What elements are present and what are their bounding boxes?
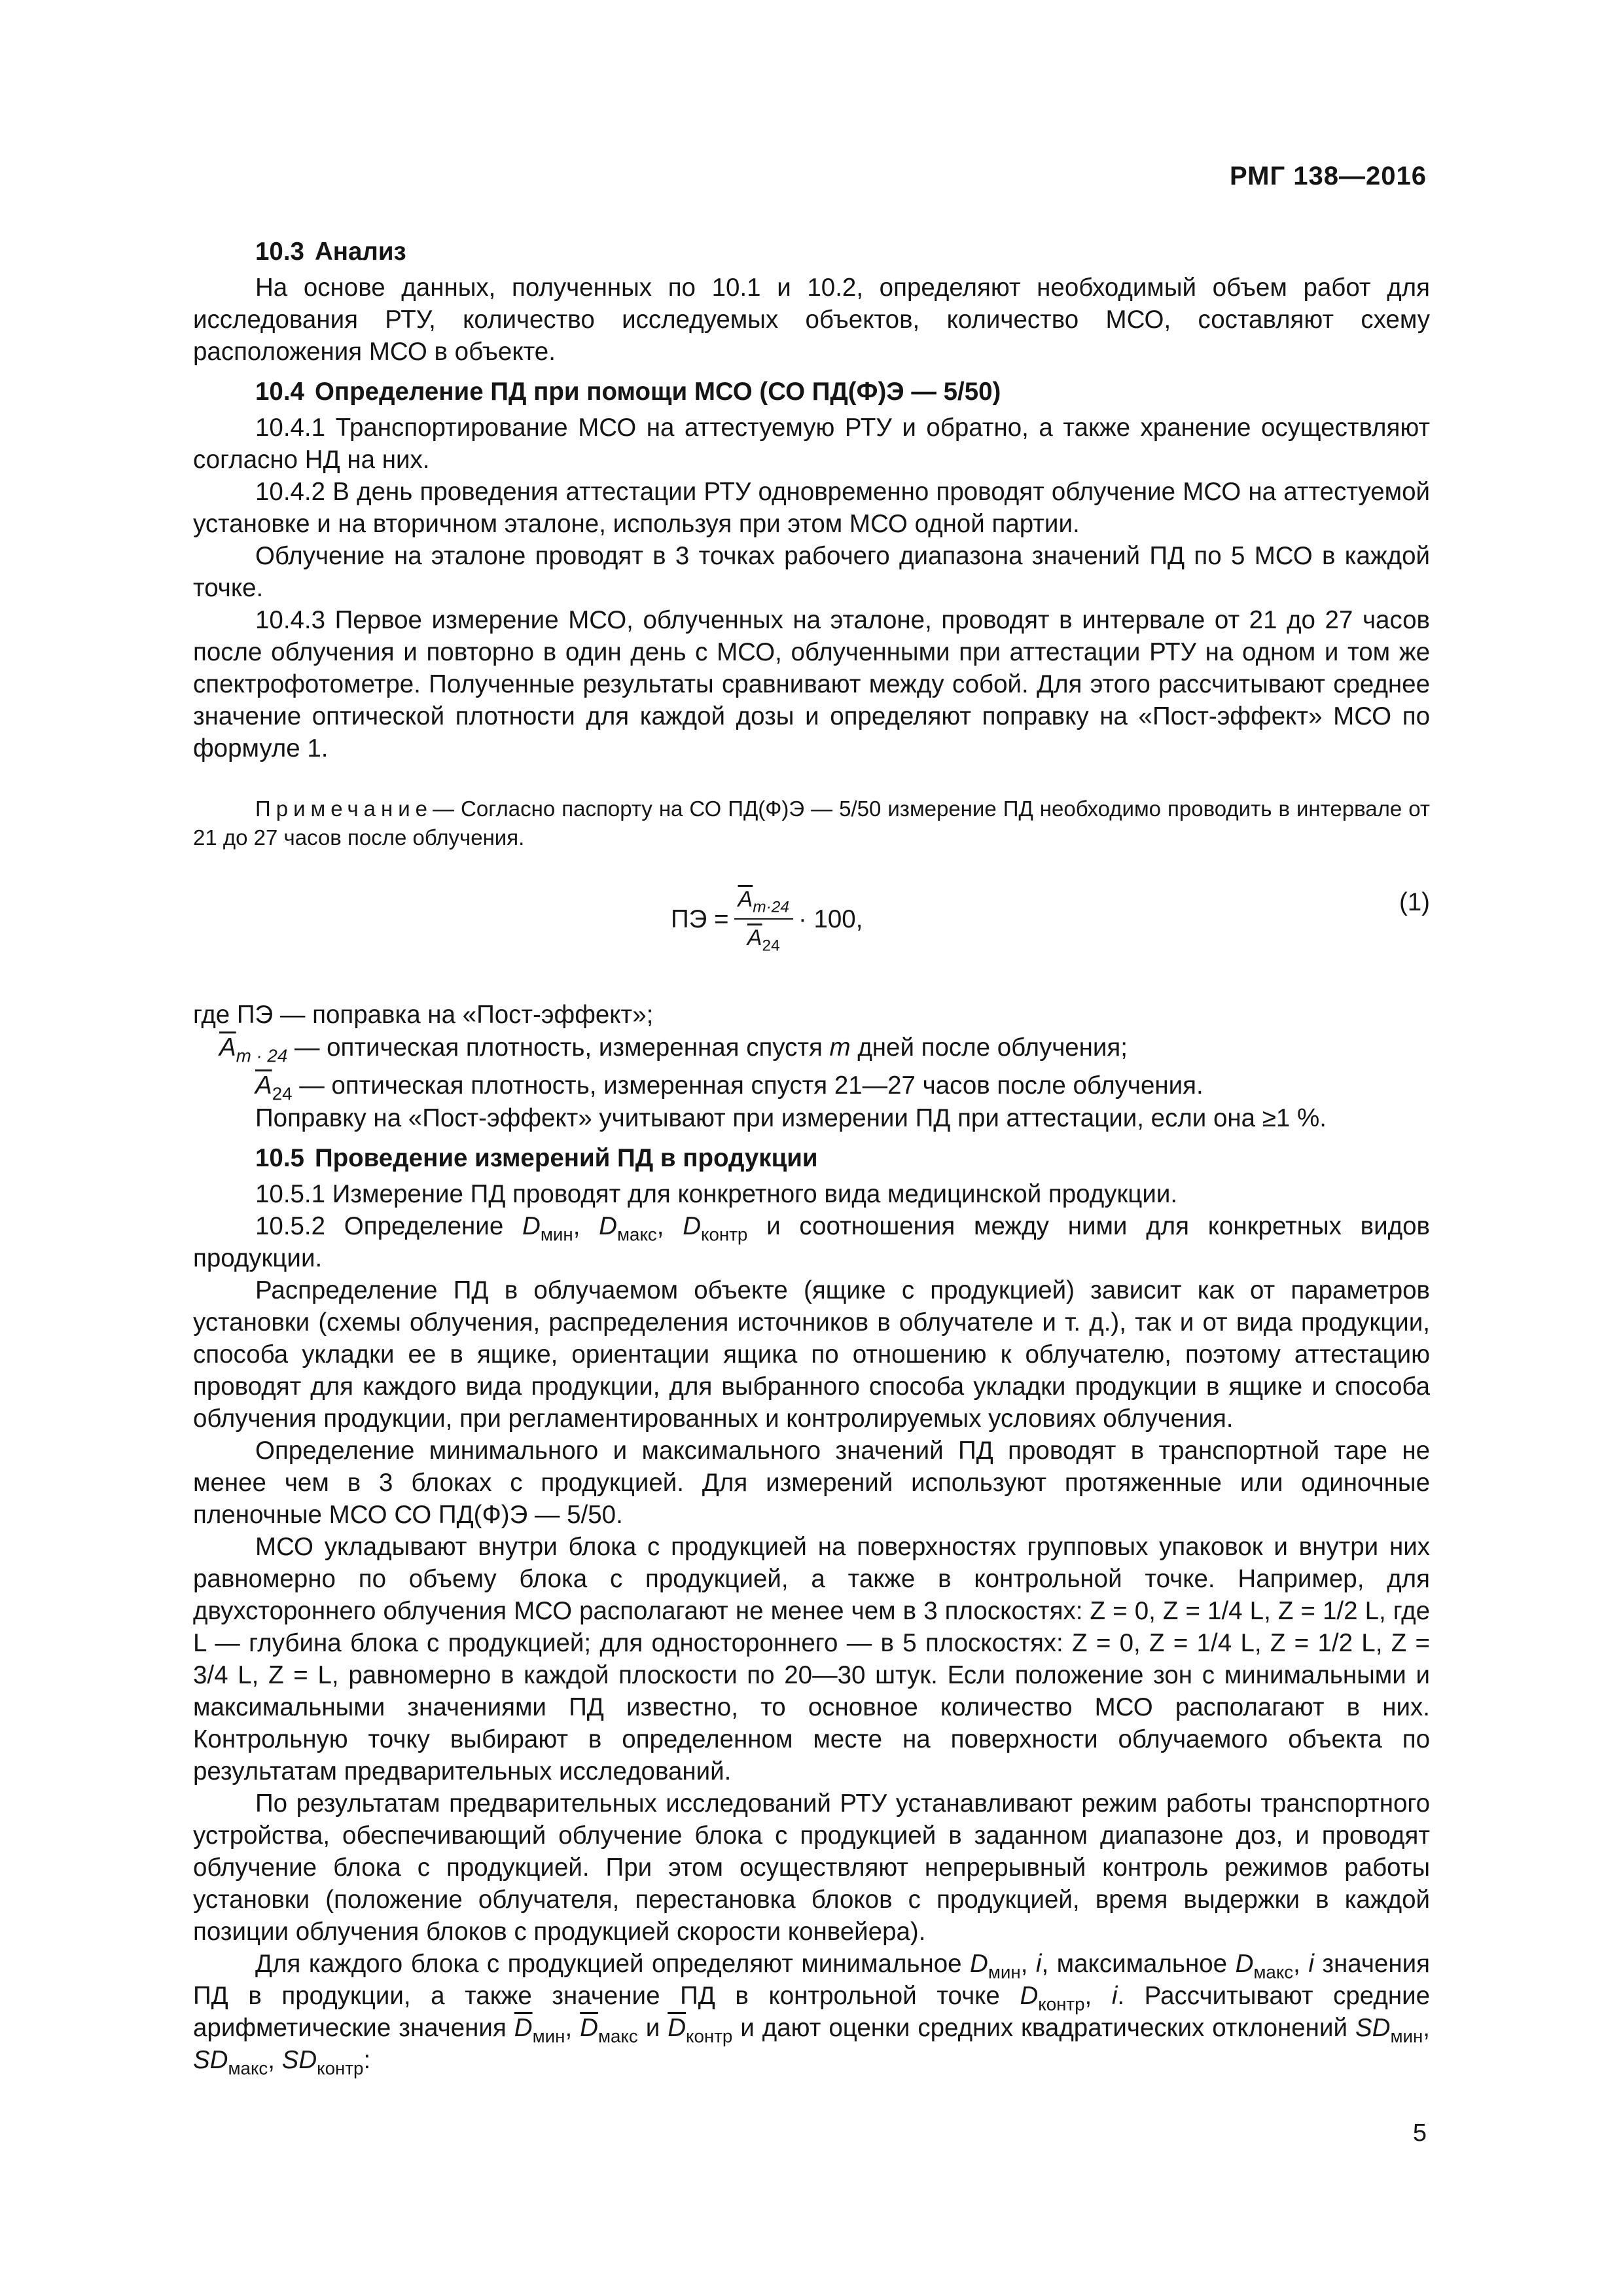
text: , максимальное bbox=[1041, 1950, 1236, 1978]
var-d: D bbox=[683, 1212, 702, 1240]
paragraph: Облучение на эталоне проводят в 3 точках рабочего диапазона значений ПД по 5 МСО в каждой точке. bbox=[193, 542, 1430, 602]
section-title: Анализ bbox=[314, 238, 406, 266]
var-i: i bbox=[1035, 1950, 1042, 1978]
fraction-denominator bbox=[743, 920, 784, 954]
note bbox=[193, 795, 1430, 852]
paragraph: 10.4.3 Первое измерение МСО, облученных на эталоне, проводят в интервале от 21 до 27 часов после облучения и повторно в один день с МСО, облученными при аттестации РТУ на одном и том же спектрофотометре. Полученные результаты сравнивают между собой. Для этого рассчитывают среднее значение оптической плотности для каждой дозы и определяют поправку на «Пост-эффект» МСО по формуле 1. bbox=[193, 606, 1430, 762]
paragraph: 10.4.2 В день проведения аттестации РТУ одновременно проводят облучение МСО на аттестуемой установке и на вторичном эталоне, используя при этом МСО одной партии. bbox=[193, 478, 1430, 538]
var-sub: 24 bbox=[272, 1083, 293, 1104]
var-a: $\overline{A}$ bbox=[738, 887, 753, 912]
formula-expression bbox=[671, 884, 863, 954]
var-d: D bbox=[1020, 1982, 1039, 2010]
paragraph: 10.5.2 Определение $D_{мин}$, $D_{макс}$, $D_{контр}$ и соотношения между ними для конкретных видов продукции. bbox=[193, 1212, 1430, 1272]
var-sd: SD bbox=[193, 2046, 228, 2074]
definition-text: — оптическая плотность, измеренная спустя bbox=[287, 1033, 830, 1062]
paragraph: 10.4.1 Транспортирование МСО на аттестуемую РТУ и обратно, а также хранение осуществляют согласно НД на них. bbox=[193, 414, 1430, 474]
var-i: i bbox=[1308, 1950, 1314, 1978]
var-i: i bbox=[1111, 1982, 1118, 2010]
var-a-sub: 24 bbox=[762, 937, 780, 955]
var-sub: мин bbox=[988, 1962, 1021, 1982]
text: и соотношения между ними для конкретных видов продукции. bbox=[193, 1212, 1430, 1272]
section-number: 10.5 bbox=[255, 1144, 304, 1172]
var-sub: контр bbox=[317, 2058, 364, 2079]
note-label: Примечание bbox=[255, 797, 433, 821]
var-sub: макс bbox=[597, 2026, 638, 2047]
var-a-sub: m·24 bbox=[753, 898, 789, 916]
paragraph: МСО укладывают внутри блока с продукцией на поверхностях групповых упаковок и внутри них равномерно по объему блока с продукцией, а также в контрольной точке. Например, для двухстороннего облучения МСО располагают не менее чем в 3 плоскостях: Z = 0, Z = 1/4 L, Z = 1/2 L, где L — глубина блока с продукцией; для одностороннего — в 5 плоскостях: Z = 0, Z = 1/4 L, Z = 1/2 L, Z = 3/4 L, Z = L, равномерно в каждой плоскости по 20—30 штук. Если положение зон с минимальными и максимальными значениями ПД известно, то основное количество МСО располагают в них. Контрольную точку выбирают в определенном месте на поверхности облучаемого объекта по результатам предварительных исследований. bbox=[193, 1533, 1430, 1785]
definition-am24 bbox=[193, 1031, 1430, 1064]
formula-number: (1) bbox=[1399, 888, 1430, 916]
var-a: $\overline{A}$ bbox=[219, 1033, 236, 1062]
definition-pe: где ПЭ — поправка на «Пост-эффект»; bbox=[193, 1001, 654, 1029]
var-d: D bbox=[970, 1950, 988, 1978]
var-sub: макс bbox=[1253, 1962, 1294, 1982]
var-sub: m · 24 bbox=[236, 1045, 288, 1066]
document-body bbox=[193, 228, 1430, 2079]
definition-text: — оптическая плотность, измеренная спустя 21—27 часов после облучения. bbox=[292, 1071, 1204, 1100]
var-sd: SD bbox=[281, 2046, 317, 2074]
fraction-numerator bbox=[734, 884, 793, 920]
formula-rhs: · 100, bbox=[798, 905, 863, 933]
var-sub: макс bbox=[616, 1224, 657, 1245]
definition-a24 bbox=[193, 1069, 1430, 1102]
section-10-5-heading bbox=[193, 1142, 1430, 1174]
var-a: $\overline{A}$ bbox=[747, 925, 762, 950]
section-number: 10.4 bbox=[255, 378, 304, 406]
formula-fraction bbox=[734, 884, 793, 954]
var-d-mean: $\overline{D}$ bbox=[514, 2014, 533, 2042]
var-sub: мин bbox=[1390, 2026, 1423, 2047]
paragraph: Распределение ПД в облучаемом объекте (ящике с продукцией) зависит как от параметров установки (схемы облучения, распределения источников в облучателе и т. д.), так и от вида продукции, способа укладки ее в ящике, ориентации ящика по отношению к облучателю, поэтому аттестацию проводят для каждого вида продукции, для выбранного способа укладки продукции в ящике и способа облучения продукции, при регламентированных и контролируемых условиях облучения. bbox=[193, 1276, 1430, 1433]
section-10-4-heading bbox=[193, 376, 1430, 408]
var-d: D bbox=[522, 1212, 541, 1240]
text: и дают оценки средних квадратических отклонений bbox=[732, 2014, 1355, 2042]
page-number: 5 bbox=[1412, 2119, 1427, 2147]
formula-lhs: ПЭ = bbox=[671, 905, 729, 933]
definition-text: дней после облучения; bbox=[850, 1033, 1128, 1062]
var-sub: мин bbox=[540, 1224, 573, 1245]
section-10-3-heading bbox=[193, 236, 1430, 268]
var-sub: контр bbox=[701, 1224, 748, 1245]
var-sub: контр bbox=[686, 2026, 733, 2047]
var-sd: SD bbox=[1355, 2014, 1391, 2042]
text: Для каждого блока с продукцией определяют минимальное bbox=[255, 1950, 971, 1978]
var-sub: контр bbox=[1038, 1994, 1085, 2015]
note-text: — Согласно паспорту на СО ПД(Ф)Э — 5/50 измерение ПД необходимо проводить в интервале от 21 до 27 часов после облучения. bbox=[193, 797, 1430, 850]
var-d: D bbox=[1235, 1950, 1254, 1978]
var-sub: мин bbox=[532, 2026, 565, 2047]
paragraph: По результатам предварительных исследований РТУ устанавливают режим работы транспортного устройства, обеспечивающий облучение блока с продукцией в заданном диапазоне доз, и проводят облучение блока с продукцией. При этом осуществляют непрерывный контроль режимов работы установки (положение облучателя, перестановка блоков с продукцией, время выдержки в каждой позиции облучения блоков с продукцией скорости конвейера). bbox=[193, 1789, 1430, 1946]
text: значения ПД в продукции, а также значение ПД в контрольной точке bbox=[193, 1950, 1430, 2010]
var-sub: макс bbox=[228, 2058, 268, 2079]
section-title: Проведение измерений ПД в продукции bbox=[314, 1144, 818, 1172]
var-d-mean: $\overline{D}$ bbox=[668, 2014, 687, 2042]
section-title: Определение ПД при помощи МСО (СО ПД(Ф)Э — 5/50) bbox=[314, 378, 1001, 406]
paragraph: 10.5.1 Измерение ПД проводят для конкретного вида медицинской продукции. bbox=[255, 1180, 1178, 1208]
paragraph: Определение минимального и максимального значений ПД проводят в транспортной таре не менее чем в 3 блоках с продукцией. Для измерений используют протяженные или одиночные пленочные МСО СО ПД(Ф)Э — 5/50. bbox=[193, 1437, 1430, 1529]
paragraph: На основе данных, полученных по 10.1 и 10.2, определяют необходимый объем работ для исследования РТУ, количество исследуемых объектов, количество МСО, составляют схему расположения МСО в объекте. bbox=[193, 274, 1430, 366]
paragraph: Поправку на «Пост-эффект» учитывают при измерении ПД при аттестации, если она ≥1 %. bbox=[255, 1104, 1327, 1132]
var-d: D bbox=[599, 1212, 617, 1240]
var-m: m bbox=[829, 1033, 851, 1062]
formula-1 bbox=[193, 884, 1430, 988]
var-a: $\overline{A}$ bbox=[255, 1071, 272, 1100]
paragraph: Для каждого блока с продукцией определяют минимальное $D_{мин}$, i, максимальное $D_{макс}$, i значения ПД в продукции, а также значение ПД в контрольной точке $D_{контр}$, i. Рассчитывают средние арифметические значения $\overline{D}_{мин}$, $\overline{D}_{макс}$ и $\overline{D}_{контр}$ и дают оценки средних квадратических отклонений $SD_{мин}$, $SD_{макс}$, $SD_{контр}$: bbox=[193, 1950, 1430, 2079]
section-number: 10.3 bbox=[255, 238, 304, 266]
document-code: РМГ 138—2016 bbox=[1230, 162, 1427, 190]
text: . Рассчитывают средние арифметические значения bbox=[193, 1982, 1430, 2042]
var-d-mean: $\overline{D}$ bbox=[580, 2014, 598, 2042]
text: 10.5.2 Определение bbox=[255, 1212, 523, 1240]
text: и bbox=[637, 2014, 668, 2042]
